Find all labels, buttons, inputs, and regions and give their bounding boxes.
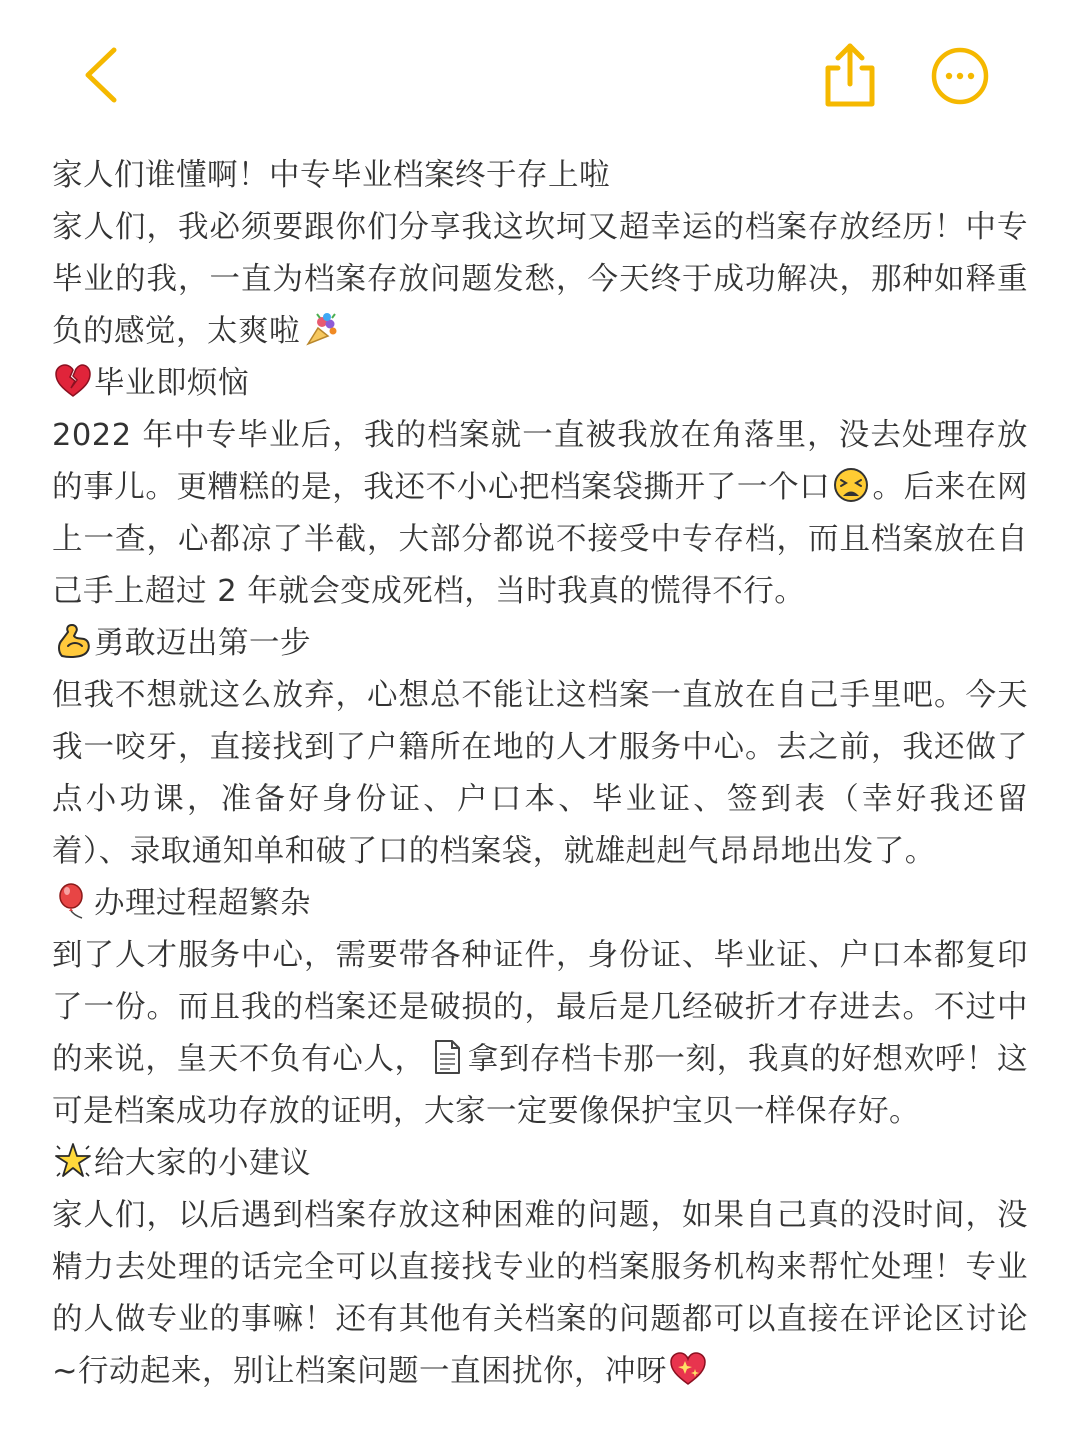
balloon-icon (54, 882, 92, 920)
page-icon (428, 1038, 466, 1076)
section-text: 。后来在网上一查，心都凉了半截，大部分都说不接受中专存档，而且档案放在自己手上超过 2 年就会变成死档，当时我真的慌得不行。 (52, 470, 1029, 609)
note-title: 家人们谁懂啊！中专毕业档案终于存上啦 (52, 158, 610, 193)
section-heading-text: 给大家的小建议 (94, 1146, 311, 1181)
chevron-left-icon[interactable] (76, 42, 130, 108)
section-text: 到了人才服务中心，需要带各种证件，身份证、毕业证、户口本都复印了一份。而且我的档案还是破损的，最后是几经破折才存进去。不过中的来说，皇天不负有心人， (52, 938, 1028, 1077)
flexed-biceps-icon (54, 622, 92, 660)
section-text-2: 但我不想就这么放弃，心想总不能让这档案一直放在自己手里吧。今天我一咬牙，直接找到了户籍所在地的人才服务中心。去之前，我还做了点小功课，准备好身份证、户口本、毕业证、签到表（幸好我还留着）、录取通知单和破了口的档案袋，就雄赳赳气昂昂地出发了。 (52, 678, 1028, 869)
section-text-1 (52, 410, 1028, 618)
share-icon[interactable] (818, 40, 882, 110)
section-heading-1 (52, 358, 1028, 410)
sparkling-heart-icon (669, 1350, 707, 1388)
section-heading-2 (52, 618, 1028, 670)
note-intro (52, 202, 1028, 358)
section-text: 家人们，以后遇到档案存放这种困难的问题，如果自己真的没时间，没精力去处理的话完全可以直接找专业的档案服务机构来帮忙处理！专业的人做专业的事嘛！还有其他有关档案的问题都可以直接在评论区讨论~行动起来，别让档案问题一直困扰你，冲呀 (52, 1198, 1028, 1389)
section-heading-text: 办理过程超繁杂 (94, 886, 311, 921)
intro-text: 家人们，我必须要跟你们分享我这坎坷又超幸运的档案存放经历！中专毕业的我，一直为档案存放问题发愁，今天终于成功解决，那种如释重负的感觉，太爽啦 (52, 210, 1028, 349)
section-heading-4 (52, 1138, 1028, 1190)
sparkle-star-icon (54, 1142, 92, 1180)
section-text-4 (52, 1190, 1028, 1398)
section-text: 2022 年中专毕业后，我的档案就一直被我放在角落里，没去处理存放的事儿。更糟糕的是，我还不小心把档案袋撕开了一个口 (52, 418, 1028, 505)
bouquet-icon (302, 310, 340, 348)
section-heading-text: 勇敢迈出第一步 (94, 626, 311, 661)
section-heading-text: 毕业即烦恼 (94, 366, 249, 401)
broken-heart-icon (54, 362, 92, 400)
section-text-3 (52, 930, 1028, 1138)
top-nav-bar (0, 0, 1080, 150)
section-heading-3 (52, 878, 1028, 930)
tired-face-icon (832, 466, 870, 504)
more-icon[interactable] (928, 44, 992, 108)
section-text: 拿到存档卡那一刻，我真的好想欢呼！这可是档案成功存放的证明，大家一定要像保护宝贝一样保存好。 (52, 1042, 1029, 1129)
note-body (52, 150, 1028, 1398)
